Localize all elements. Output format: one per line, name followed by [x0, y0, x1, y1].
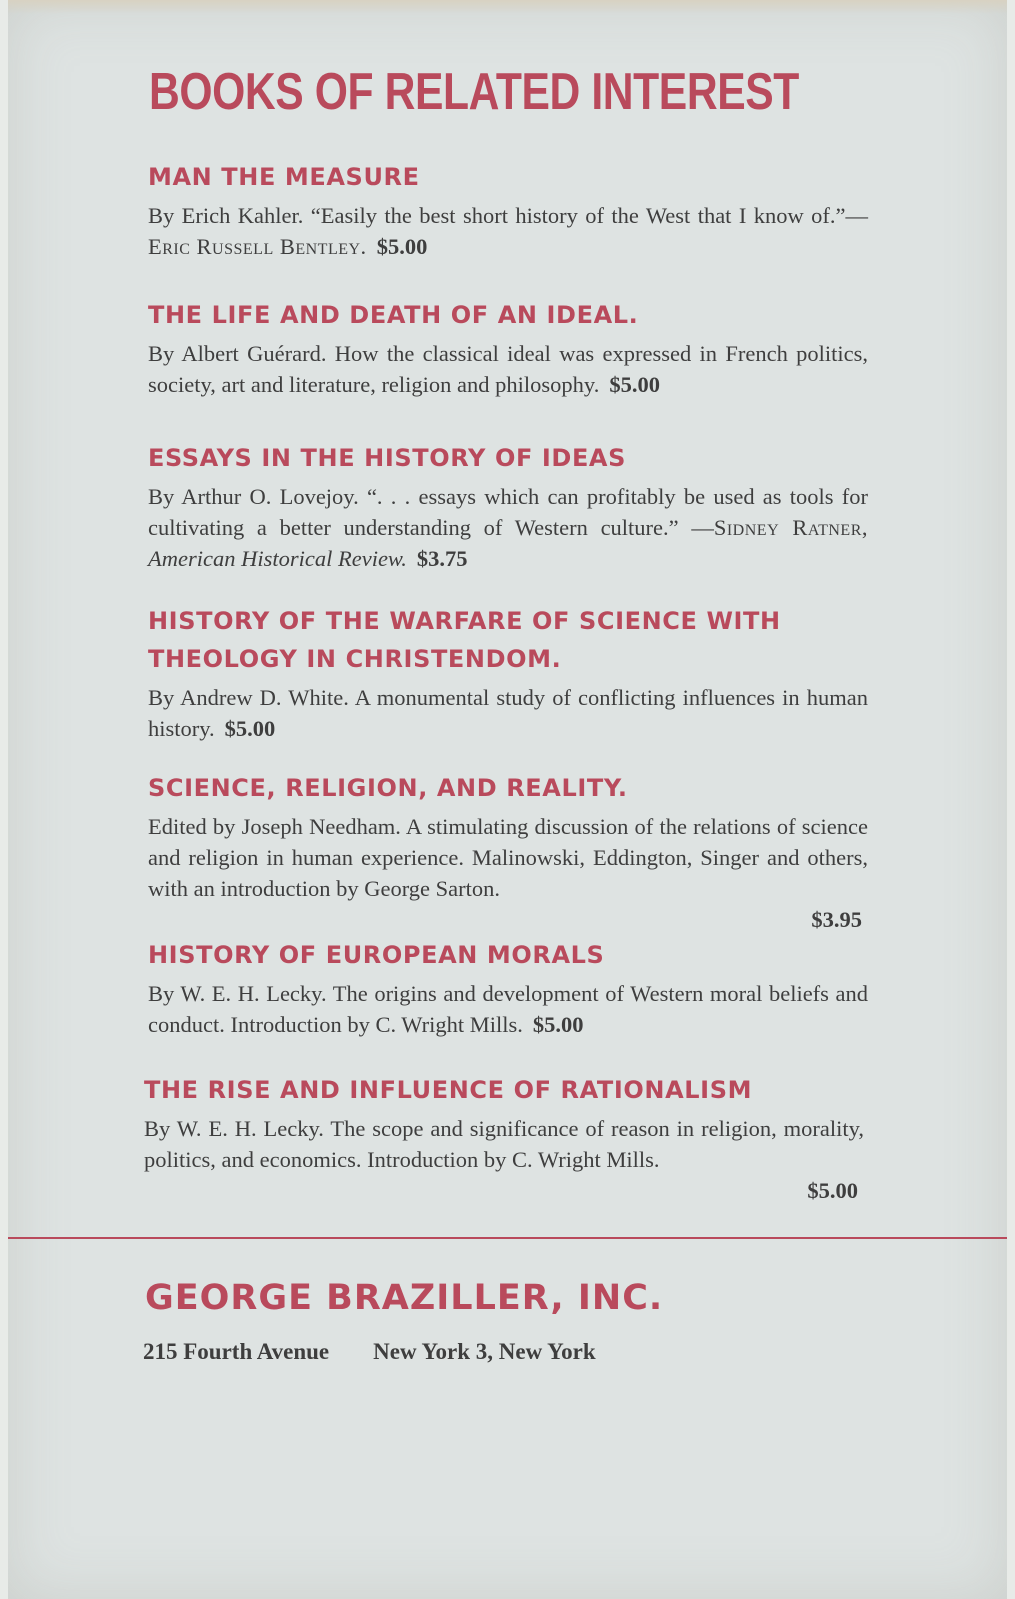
- book-description: [148, 682, 868, 744]
- book-entry-rise-and-influence-of-rationalism: [144, 1071, 864, 1206]
- description-text: Edited by Joseph Needham. A stimulating discussion of the relations of science and religion in human experience. Malinowski, Eddington, Singer and others, with an introduction by George Sarton.: [148, 814, 868, 901]
- description-text: By W. E. H. Lecky. The origins and development of Western moral beliefs and conduct. Introduction by C. Wright Mills.: [148, 981, 868, 1037]
- book-title: SCIENCE, RELIGION, AND REALITY.: [148, 774, 628, 802]
- book-price: $5.00: [224, 716, 276, 741]
- section-divider: [8, 1237, 1007, 1239]
- book-entry-science-religion-and-reality: [148, 769, 868, 935]
- publisher-street: 215 Fourth Avenue: [143, 1339, 330, 1364]
- book-title: HISTORY OF EUROPEAN MORALS: [148, 941, 605, 969]
- publisher-city: New York 3, New York: [373, 1339, 596, 1364]
- quote-attribution: Sidney Ratner,: [713, 515, 869, 540]
- book-entry-man-the-measure: [148, 158, 868, 262]
- book-description: [148, 481, 868, 574]
- book-title: THE RISE AND INFLUENCE OF RATIONALISM: [144, 1076, 753, 1104]
- book-jacket-back: [8, 0, 1007, 1599]
- book-price: $5.00: [807, 1178, 858, 1203]
- book-title: HISTORY OF THE WARFARE OF SCIENCE WITH THEOLOGY IN CHRISTENDOM.: [148, 607, 781, 673]
- page-heading: BOOKS OF RELATED INTEREST: [149, 63, 799, 121]
- book-price: $5.00: [376, 234, 428, 259]
- book-price: $5.00: [609, 372, 660, 397]
- description-text: By Andrew D. White. A monumental study of conflicting influences in human history.: [148, 685, 868, 741]
- description-text: By W. E. H. Lecky. The scope and significance of reason in religion, morality, politics, and economics. Introduction by C. Wright Mills.: [144, 1116, 864, 1172]
- publisher-name: GEORGE BRAZILLER, INC.: [145, 1278, 664, 1318]
- book-entry-life-and-death-of-an-ideal: [148, 296, 868, 400]
- book-title: ESSAYS IN THE HISTORY OF IDEAS: [148, 444, 626, 472]
- quote-attribution: Eric Russell Bentley.: [148, 234, 367, 259]
- book-description: [148, 338, 868, 400]
- book-title: MAN THE MEASURE: [148, 163, 420, 191]
- publisher-address: [143, 1339, 596, 1365]
- book-entry-essays-in-the-history-of-ideas: [148, 439, 868, 574]
- book-price: $3.95: [811, 907, 862, 932]
- book-title: THE LIFE AND DEATH OF AN IDEAL.: [148, 301, 639, 329]
- description-text: By Albert Guérard. How the classical ideal was expressed in French politics, society, art and literature, religion and philosophy.: [148, 341, 868, 397]
- book-price: $5.00: [532, 1012, 584, 1037]
- book-description: [148, 978, 868, 1040]
- book-price: $3.75: [416, 546, 468, 571]
- book-description: [148, 811, 868, 935]
- book-description: [144, 1113, 864, 1206]
- book-entry-warfare-of-science-with-theology: [148, 602, 868, 744]
- description-text: By Erich Kahler. “Easily the best short history of the West that I know of.”—: [148, 203, 868, 228]
- book-description: [148, 200, 868, 262]
- quote-source: American Historical Review.: [148, 546, 407, 571]
- book-entry-history-of-european-morals: [148, 936, 868, 1040]
- description-text: By Arthur O. Lovejoy. “. . . essays which can profitably be used as tools for cultivating a better understanding of Western culture.” —: [148, 484, 868, 540]
